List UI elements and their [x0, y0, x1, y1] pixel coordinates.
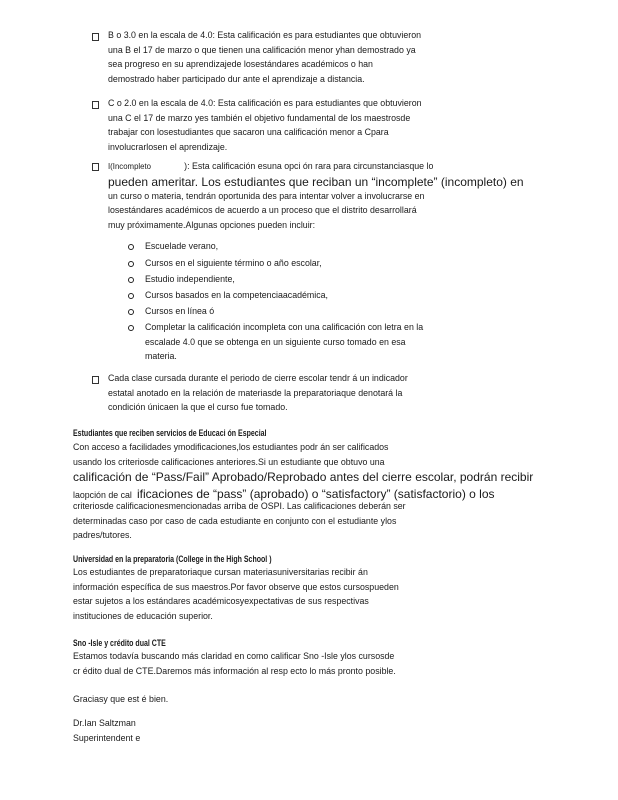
closing-line: Graciasy que est é bien.	[73, 694, 169, 705]
signature-title: Superintendent e	[73, 732, 141, 744]
text-line: instituciones de educación superior.	[73, 610, 213, 622]
bullet-paragraph-2	[108, 97, 540, 155]
text-line: muy próximamente.Algunas opciones pueden incluir:	[108, 219, 316, 231]
text-line: trabajar con losestudiantes que sacaron una calificación menor a Cpara	[108, 127, 389, 139]
text-line: escalade 4.0 que se obtenga en un siguiente curso tomado en esa	[145, 336, 406, 348]
circle-bullet-icon	[128, 261, 134, 267]
circle-bullet-icon	[128, 293, 134, 299]
text-line	[73, 485, 593, 500]
text-line: sea progreso en su aprendizajede losestándares académicos o han	[108, 59, 373, 71]
text-line: materia.	[145, 351, 177, 363]
text-line: usando los criteriosde calificaciones anteriores.Si un estudiante que obtuvo una	[73, 456, 385, 468]
signature-name: Dr.Ian Saltzman	[73, 718, 136, 729]
text-line: criteriosde calificacionesmencionadas arriba de OSPI. Las calificaciones deberán ser	[73, 501, 406, 513]
circle-bullet-icon	[128, 277, 134, 283]
text-line: una C el 17 de marzo yes también el objetivo fundamental de los maestrosde	[108, 112, 411, 124]
text-line: pueden ameritar. Los estudiantes que reciban un “incomplete” (incompleto) en	[108, 174, 524, 189]
signature-block	[73, 717, 140, 746]
incompleto-term: I(Incompleto	[108, 161, 152, 171]
bullet-box-icon	[92, 163, 99, 171]
text-line: un curso o materia, tendrán oportunida des para intentar volver a involucrarse en	[108, 190, 425, 202]
incompleto-desc: ): Esta calificación esuna opci ón rara para circunstanciasque lo	[184, 161, 434, 172]
list-item: Escuelade verano,	[145, 241, 219, 252]
bullet-paragraph-3	[108, 159, 578, 233]
list-item	[145, 321, 522, 365]
circle-bullet-icon	[128, 325, 134, 331]
text-block	[73, 441, 551, 470]
section-college-body	[73, 566, 551, 624]
text-line: demostrado haber participado dur ante el aprendizaje a distancia.	[108, 73, 365, 85]
bullet-box-icon	[92, 376, 99, 384]
text-line: una B el 17 de marzo o que tienen una calificación menor yhan demostrado ya	[108, 44, 416, 56]
list-item: Estudio independiente,	[145, 274, 235, 285]
list-item: Cursos en línea ó	[145, 306, 215, 317]
bullet-paragraph-1	[108, 29, 540, 87]
section-especial-body	[73, 441, 593, 544]
text-line: involucrarlosen el aprendizaje.	[108, 141, 228, 153]
text-line: losestándares académicos de acuerdo a un proceso que el distrito desarrollará	[108, 205, 417, 217]
circle-bullet-icon	[128, 309, 134, 315]
text-line: C o 2.0 en la escala de 4.0: Esta calificación es para estudiantes que obtuvieron	[108, 98, 422, 109]
text-line: condición únicaen la que el curso fue tomado.	[108, 402, 288, 414]
text-line: Con acceso a facilidades ymodificaciones,los estudiantes podr án ser calificados	[73, 442, 389, 453]
text-line: cr édito dual de CTE.Daremos más información al resp ecto lo más pronto posible.	[73, 665, 396, 677]
text-line: información específica de sus maestros.Por favor observe que estos cursospueden	[73, 581, 399, 593]
text-line: Cada clase cursada durante el periodo de cierre escolar tendr á un indicador	[108, 373, 408, 384]
text-block	[73, 500, 551, 544]
list-item: Cursos en el siguiente término o año escolar,	[145, 258, 322, 269]
text-line: B o 3.0 en la escala de 4.0: Esta calificación es para estudiantes que obtuvieron	[108, 30, 422, 41]
text-line: calificación de “Pass/Fail” Aprobado/Reprobado antes del cierre escolar, podrán recibir	[73, 470, 534, 485]
text-line: estar sujetos a los estándares académicosyexpectativas de sus respectivas	[73, 596, 369, 608]
bullet-box-icon	[92, 101, 99, 109]
list-item: Cursos basados en la competenciaacadémica,	[145, 290, 329, 301]
text-fragment: laopción de cal	[73, 490, 132, 502]
text-line: Estamos todavía buscando más claridad en como calificar Sno -Isle ylos cursosde	[73, 651, 395, 662]
text-line: determinadas caso por caso de cada estudiante en conjunto con el estudiante ylos	[73, 515, 397, 527]
text-block	[108, 190, 540, 234]
text-line	[108, 159, 540, 175]
bullet-paragraph-4	[108, 372, 540, 416]
text-line: Los estudiantes de preparatoriaque cursan materiasuniversitarias recibir án	[73, 567, 368, 578]
text-line: Completar la calificación incompleta con una calificación con letra en la	[145, 322, 424, 333]
section-heading-college: Universidad en la preparatoria (College in the High School )	[73, 554, 272, 564]
section-heading-especial: Estudiantes que reciben servicios de Educaci ón Especial	[73, 428, 267, 438]
section-heading-cte: Sno -Isle y crédito dual CTE	[73, 638, 166, 648]
circle-bullet-icon	[128, 244, 134, 250]
text-line: estatal anotado en la relación de materiasde la preparatoriaque denotará la	[108, 387, 403, 399]
section-cte-body	[73, 650, 551, 679]
text-line: padres/tutores.	[73, 530, 132, 542]
text-fragment: ificaciones de “pass” (aprobado) o “satisfactory” (satisfactorio) o los	[137, 487, 495, 502]
bullet-box-icon	[92, 33, 99, 41]
